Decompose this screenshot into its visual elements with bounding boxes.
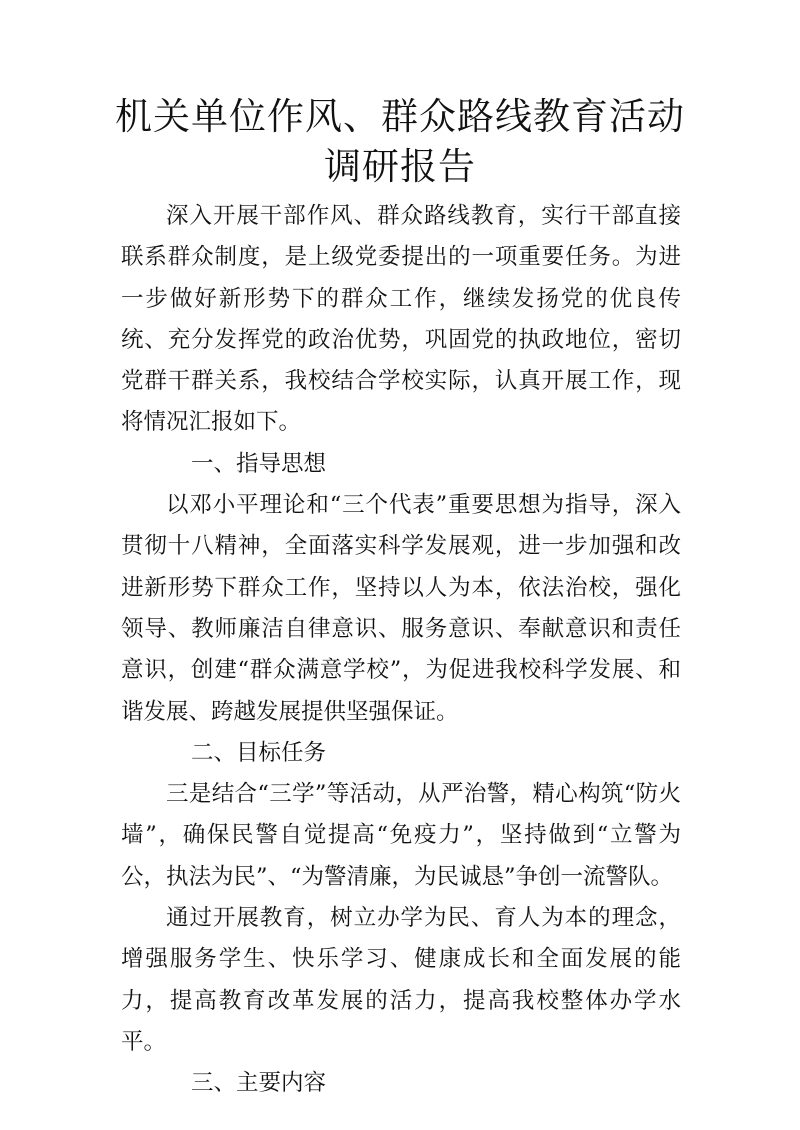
intro-paragraph: 深入开展干部作风、群众路线教育，实行干部直接联系群众制度，是上级党委提出的一项重要任务。为进一步做好新形势下的群众工作，继续发扬党的优良传统、充分发挥党的政治优势，巩固党的执政地位，密切党群干群关系，我校结合学校实际，认真开展工作，现将情况汇报如下。 (121, 203, 681, 436)
guiding-ideology-paragraph: 以邓小平理论和“三个代表”重要思想为指导，深入贯彻十八精神，全面落实科学发展观，进一步加强和改进新形势下群众工作，坚持以人为本，依法治校，强化领导、教师廉洁自律意识、服务意识、奉献意识和责任意识，创建“群众满意学校”，为促进我校科学发展、和谐发展、跨越发展提供坚强保证。 (121, 492, 681, 725)
document-body (121, 196, 681, 1105)
objectives-paragraph-1: 三是结合“三学”等活动，从严治警，精心构筑“防火墙”，确保民警自觉提高“免疫力”，坚持做到“立警为公，执法为民”、“为警清廉，为民诚恳”争创一流警队。 (121, 781, 681, 890)
section-heading-main-content: 三、主要内容 (191, 1070, 327, 1097)
section-heading-objectives: 二、目标任务 (191, 739, 327, 766)
section-heading-guiding-ideology: 一、指导思想 (191, 450, 327, 477)
objectives-paragraph-2: 通过开展教育，树立办学为民、育人为本的理念，增强服务学生、快乐学习、健康成长和全面发展的能力，提高教育改革发展的活力，提高我校整体办学水平。 (121, 905, 681, 1055)
document-title: 机关单位作风、群众路线教育活动调研报告 (115, 95, 685, 188)
